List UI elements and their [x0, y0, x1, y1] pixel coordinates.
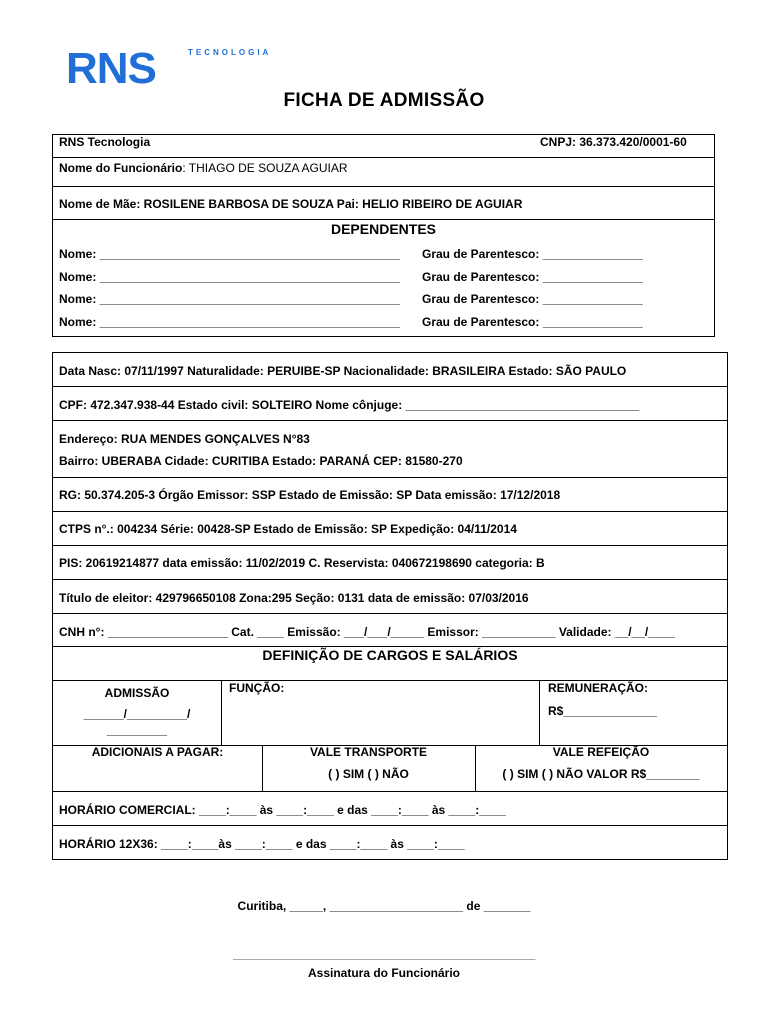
divider: [53, 420, 727, 421]
employee-name-value: : THIAGO DE SOUZA AGUIAR: [182, 161, 348, 175]
divider: [53, 545, 727, 546]
divider: [53, 613, 727, 614]
dependent-name: Nome: _____________________________________________: [59, 270, 400, 284]
ctps-info: CTPS n°.: 004234 Série: 00428-SP Estado de Emissão: SP Expedição: 04/11/2014: [59, 522, 517, 536]
divider: [53, 579, 727, 580]
divider: [53, 825, 727, 826]
company-cnpj: CNPJ: 36.373.420/0001-60: [540, 135, 687, 149]
address-line-1: Endereço: RUA MENDES GONÇALVES N°83: [59, 432, 310, 446]
divider: [53, 477, 727, 478]
divider: [53, 186, 714, 187]
adicionais-label: ADICIONAIS A PAGAR:: [91, 745, 224, 759]
cargos-heading: DEFINIÇÃO DE CARGOS E SALÁRIOS: [262, 647, 518, 663]
company-name: RNS Tecnologia: [59, 135, 151, 149]
divider: [53, 386, 727, 387]
company-employee-section: [52, 134, 715, 337]
dependent-name: Nome: _____________________________________________: [59, 315, 400, 329]
signature-line: ___________________________________________________________________: [233, 950, 535, 960]
divider: [53, 511, 727, 512]
employee-name-label: Nome do Funcionário: [59, 161, 183, 175]
dependent-name: Nome: _____________________________________________: [59, 247, 400, 261]
admissao-label: ADMISSÃO: [104, 686, 170, 700]
horario-comercial: HORÁRIO COMERCIAL: ____:____ às ____:____ e das ____:____ às ____:____: [59, 803, 506, 817]
dependent-grau: Grau de Parentesco: _______________: [422, 292, 643, 306]
remuneracao-label: REMUNERAÇÃO:: [548, 681, 648, 695]
dependent-grau: Grau de Parentesco: _______________: [422, 315, 643, 329]
employee-name: [59, 161, 348, 175]
divider: [53, 157, 714, 158]
rg-info: RG: 50.374.205-3 Órgão Emissor: SSP Estado de Emissão: SP Data emissão: 17/12/2018: [59, 488, 561, 502]
dependents-heading: DEPENDENTES: [330, 221, 437, 237]
remuneracao-value: R$______________: [548, 704, 657, 718]
signature-label: Assinatura do Funcionário: [307, 966, 460, 980]
personal-details-section: [52, 352, 728, 860]
titulo-eleitor-info: Título de eleitor: 429796650108 Zona:295 Seção: 0131 data de emissão: 07/03/2016: [59, 591, 529, 605]
page-title: FICHA DE ADMISSÃO: [283, 90, 485, 111]
horario-12x36: HORÁRIO 12X36: ____:____às ____:____ e das ____:____ às ____:____: [59, 837, 465, 851]
address-line-2: Bairro: UBERABA Cidade: CURITIBA Estado: PARANÁ CEP: 81580-270: [59, 454, 463, 468]
dependent-grau: Grau de Parentesco: _______________: [422, 247, 643, 261]
admissao-date-line-1: ______/_________/: [83, 707, 191, 721]
pis-info: PIS: 20619214877 data emissão: 11/02/2019 C. Reservista: 040672198690 categoria: B: [59, 556, 545, 570]
cnh-info: CNH n°: __________________ Cat. ____ Emissão: ___/___/_____ Emissor: ___________ Validade: __/__/____: [59, 625, 675, 639]
admissao-date-line-2: _________: [106, 723, 168, 737]
divider: [539, 680, 540, 745]
divider: [53, 219, 714, 220]
divider: [53, 791, 727, 792]
employee-parents: Nome de Mãe: ROSILENE BARBOSA DE SOUZA Pai: HELIO RIBEIRO DE AGUIAR: [59, 197, 523, 211]
birth-info: Data Nasc: 07/11/1997 Naturalidade: PERUIBE-SP Nacionalidade: BRASILEIRA Estado: SÃO PAULO: [59, 364, 627, 378]
logo-subtext: TECNOLOGIA: [188, 48, 272, 57]
logo-text: RNS: [66, 44, 156, 93]
vt-label: VALE TRANSPORTE: [309, 745, 428, 759]
vr-label: VALE REFEIÇÃO: [552, 745, 650, 759]
cpf-info: CPF: 472.347.938-44 Estado civil: SOLTEIRO Nome cônjuge: ___________________________________: [59, 398, 640, 412]
company-logo: [66, 44, 276, 93]
place-date-line: Curitiba, _____, ____________________ de _______: [237, 899, 531, 913]
funcao-label: FUNÇÃO:: [229, 681, 285, 695]
dependent-name: Nome: _____________________________________________: [59, 292, 400, 306]
divider: [221, 680, 222, 745]
vt-options: ( ) SIM ( ) NÃO: [328, 767, 409, 781]
dependent-grau: Grau de Parentesco: _______________: [422, 270, 643, 284]
vr-options: ( ) SIM ( ) NÃO VALOR R$________: [502, 767, 700, 781]
